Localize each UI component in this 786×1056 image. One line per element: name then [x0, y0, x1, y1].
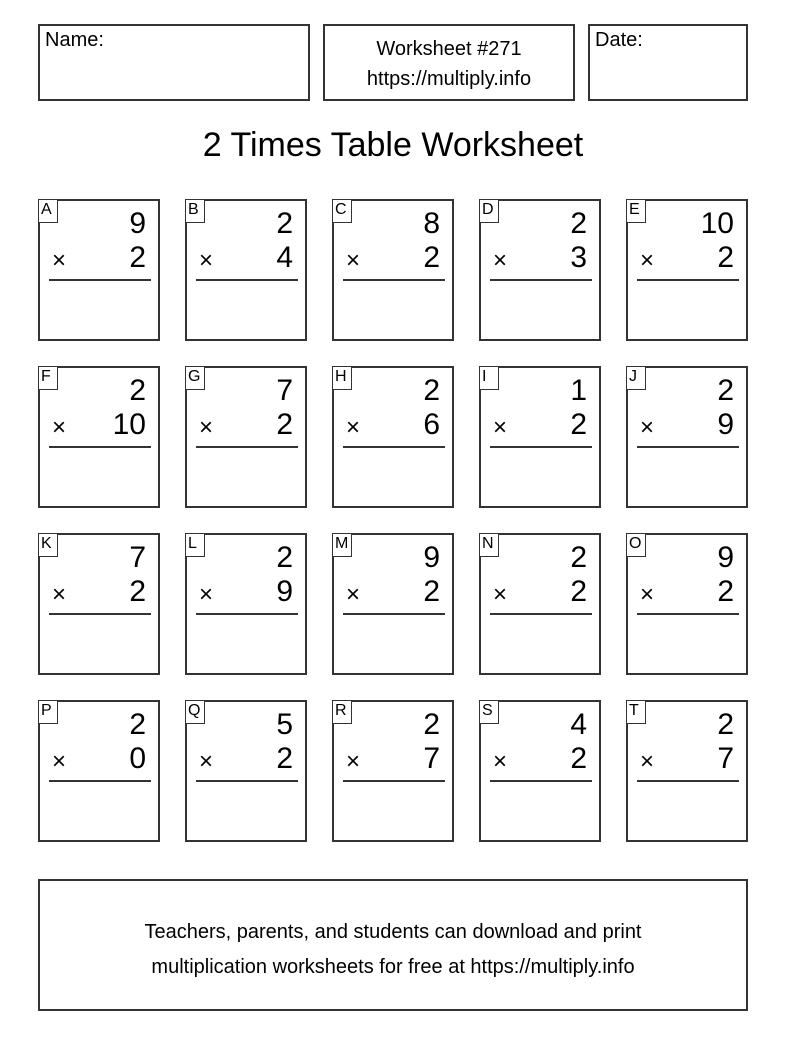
- problem-letter: G: [185, 366, 205, 390]
- problem-card[interactable]: [38, 533, 160, 675]
- problem-letter: K: [38, 533, 58, 557]
- problem-letter: O: [626, 533, 646, 557]
- multiplicand: 5: [276, 708, 293, 741]
- multiplicand: 2: [129, 708, 146, 741]
- name-field-box[interactable]: [38, 24, 310, 101]
- answer-line: [490, 279, 592, 281]
- problem-letter: C: [332, 199, 352, 223]
- multiplier: 0: [129, 742, 146, 775]
- times-sign: ×: [493, 414, 508, 441]
- problem-card[interactable]: [332, 533, 454, 675]
- date-label: Date:: [595, 29, 643, 51]
- multiplier: 2: [717, 241, 734, 274]
- problem-card[interactable]: [479, 366, 601, 508]
- problem-card[interactable]: [185, 366, 307, 508]
- answer-line: [637, 279, 739, 281]
- problem-letter: R: [332, 700, 352, 724]
- multiplier: 7: [717, 742, 734, 775]
- answer-line: [49, 446, 151, 448]
- worksheet-info-box: [323, 24, 575, 101]
- answer-line: [637, 446, 739, 448]
- problem-letter: D: [479, 199, 499, 223]
- multiplier: 4: [276, 241, 293, 274]
- multiplier: 2: [717, 575, 734, 608]
- problem-letter: N: [479, 533, 499, 557]
- answer-line: [49, 613, 151, 615]
- times-sign: ×: [52, 414, 67, 441]
- problem-card[interactable]: [332, 700, 454, 842]
- multiplicand: 2: [717, 708, 734, 741]
- problem-card[interactable]: [479, 199, 601, 341]
- answer-line: [49, 279, 151, 281]
- problem-card[interactable]: [479, 533, 601, 675]
- problem-letter: F: [38, 366, 58, 390]
- footer-line-1: Teachers, parents, and students can download and print: [144, 921, 642, 943]
- times-sign: ×: [493, 247, 508, 274]
- problem-card[interactable]: [38, 700, 160, 842]
- problem-letter: H: [332, 366, 352, 390]
- times-sign: ×: [640, 414, 655, 441]
- answer-line: [196, 780, 298, 782]
- problem-card[interactable]: [626, 366, 748, 508]
- page-title: 2 Times Table Worksheet: [202, 126, 584, 164]
- multiplier: 10: [112, 408, 146, 441]
- footer-line-2: multiplication worksheets for free at https://multiply.info: [151, 956, 635, 978]
- multiplicand: 2: [129, 374, 146, 407]
- problem-letter: A: [38, 199, 58, 223]
- multiplicand: 2: [276, 541, 293, 574]
- answer-line: [343, 279, 445, 281]
- multiplier: 7: [423, 742, 440, 775]
- multiplier: 2: [276, 742, 293, 775]
- problem-card[interactable]: [38, 366, 160, 508]
- answer-line: [343, 780, 445, 782]
- problem-card[interactable]: [626, 199, 748, 341]
- problem-card[interactable]: [185, 533, 307, 675]
- multiplicand: 2: [717, 374, 734, 407]
- problem-card[interactable]: [626, 533, 748, 675]
- problem-letter: S: [479, 700, 499, 724]
- times-sign: ×: [346, 581, 361, 608]
- multiplicand: 10: [700, 207, 734, 240]
- problem-letter: L: [185, 533, 205, 557]
- multiplicand: 2: [570, 541, 587, 574]
- times-sign: ×: [640, 581, 655, 608]
- problem-card[interactable]: [626, 700, 748, 842]
- answer-line: [343, 613, 445, 615]
- multiplicand: 1: [570, 374, 587, 407]
- times-sign: ×: [199, 247, 214, 274]
- problem-card[interactable]: [185, 199, 307, 341]
- multiplier: 2: [570, 408, 587, 441]
- footer-box: [38, 879, 748, 1011]
- multiplier: 2: [570, 742, 587, 775]
- answer-line: [343, 446, 445, 448]
- multiplier: 2: [129, 241, 146, 274]
- multiplicand: 2: [423, 708, 440, 741]
- multiplicand: 9: [423, 541, 440, 574]
- multiplier: 2: [570, 575, 587, 608]
- worksheet-url: https://multiply.info: [366, 68, 532, 90]
- problem-letter: P: [38, 700, 58, 724]
- answer-line: [196, 446, 298, 448]
- answer-line: [490, 446, 592, 448]
- multiplier: 9: [717, 408, 734, 441]
- problem-letter: M: [332, 533, 352, 557]
- multiplicand: 2: [570, 207, 587, 240]
- times-sign: ×: [640, 748, 655, 775]
- times-sign: ×: [493, 581, 508, 608]
- problem-card[interactable]: [332, 199, 454, 341]
- multiplier: 2: [423, 575, 440, 608]
- answer-line: [490, 780, 592, 782]
- problem-card[interactable]: [38, 199, 160, 341]
- multiplicand: 9: [129, 207, 146, 240]
- answer-line: [490, 613, 592, 615]
- multiplier: 2: [129, 575, 146, 608]
- times-sign: ×: [199, 581, 214, 608]
- multiplier: 2: [276, 408, 293, 441]
- name-label: Name:: [45, 29, 104, 51]
- times-sign: ×: [52, 581, 67, 608]
- times-sign: ×: [640, 247, 655, 274]
- problem-card[interactable]: [479, 700, 601, 842]
- answer-line: [637, 780, 739, 782]
- answer-line: [637, 613, 739, 615]
- multiplicand: 2: [423, 374, 440, 407]
- multiplicand: 2: [276, 207, 293, 240]
- answer-line: [196, 613, 298, 615]
- problem-letter: J: [626, 366, 646, 390]
- times-sign: ×: [346, 247, 361, 274]
- times-sign: ×: [52, 748, 67, 775]
- problem-card[interactable]: [185, 700, 307, 842]
- multiplicand: 7: [129, 541, 146, 574]
- problem-letter: I: [479, 366, 499, 390]
- multiplicand: 7: [276, 374, 293, 407]
- times-sign: ×: [199, 748, 214, 775]
- multiplicand: 8: [423, 207, 440, 240]
- times-sign: ×: [346, 414, 361, 441]
- problem-letter: E: [626, 199, 646, 223]
- problem-letter: T: [626, 700, 646, 724]
- answer-line: [49, 780, 151, 782]
- date-field-box[interactable]: [588, 24, 748, 101]
- multiplicand: 9: [717, 541, 734, 574]
- problem-letter: Q: [185, 700, 205, 724]
- worksheet-number: Worksheet #271: [376, 38, 522, 60]
- times-sign: ×: [346, 748, 361, 775]
- multiplier: 6: [423, 408, 440, 441]
- times-sign: ×: [199, 414, 214, 441]
- multiplier: 2: [423, 241, 440, 274]
- problem-card[interactable]: [332, 366, 454, 508]
- multiplier: 3: [570, 241, 587, 274]
- multiplier: 9: [276, 575, 293, 608]
- times-sign: ×: [52, 247, 67, 274]
- times-sign: ×: [493, 748, 508, 775]
- answer-line: [196, 279, 298, 281]
- problem-letter: B: [185, 199, 205, 223]
- multiplicand: 4: [570, 708, 587, 741]
